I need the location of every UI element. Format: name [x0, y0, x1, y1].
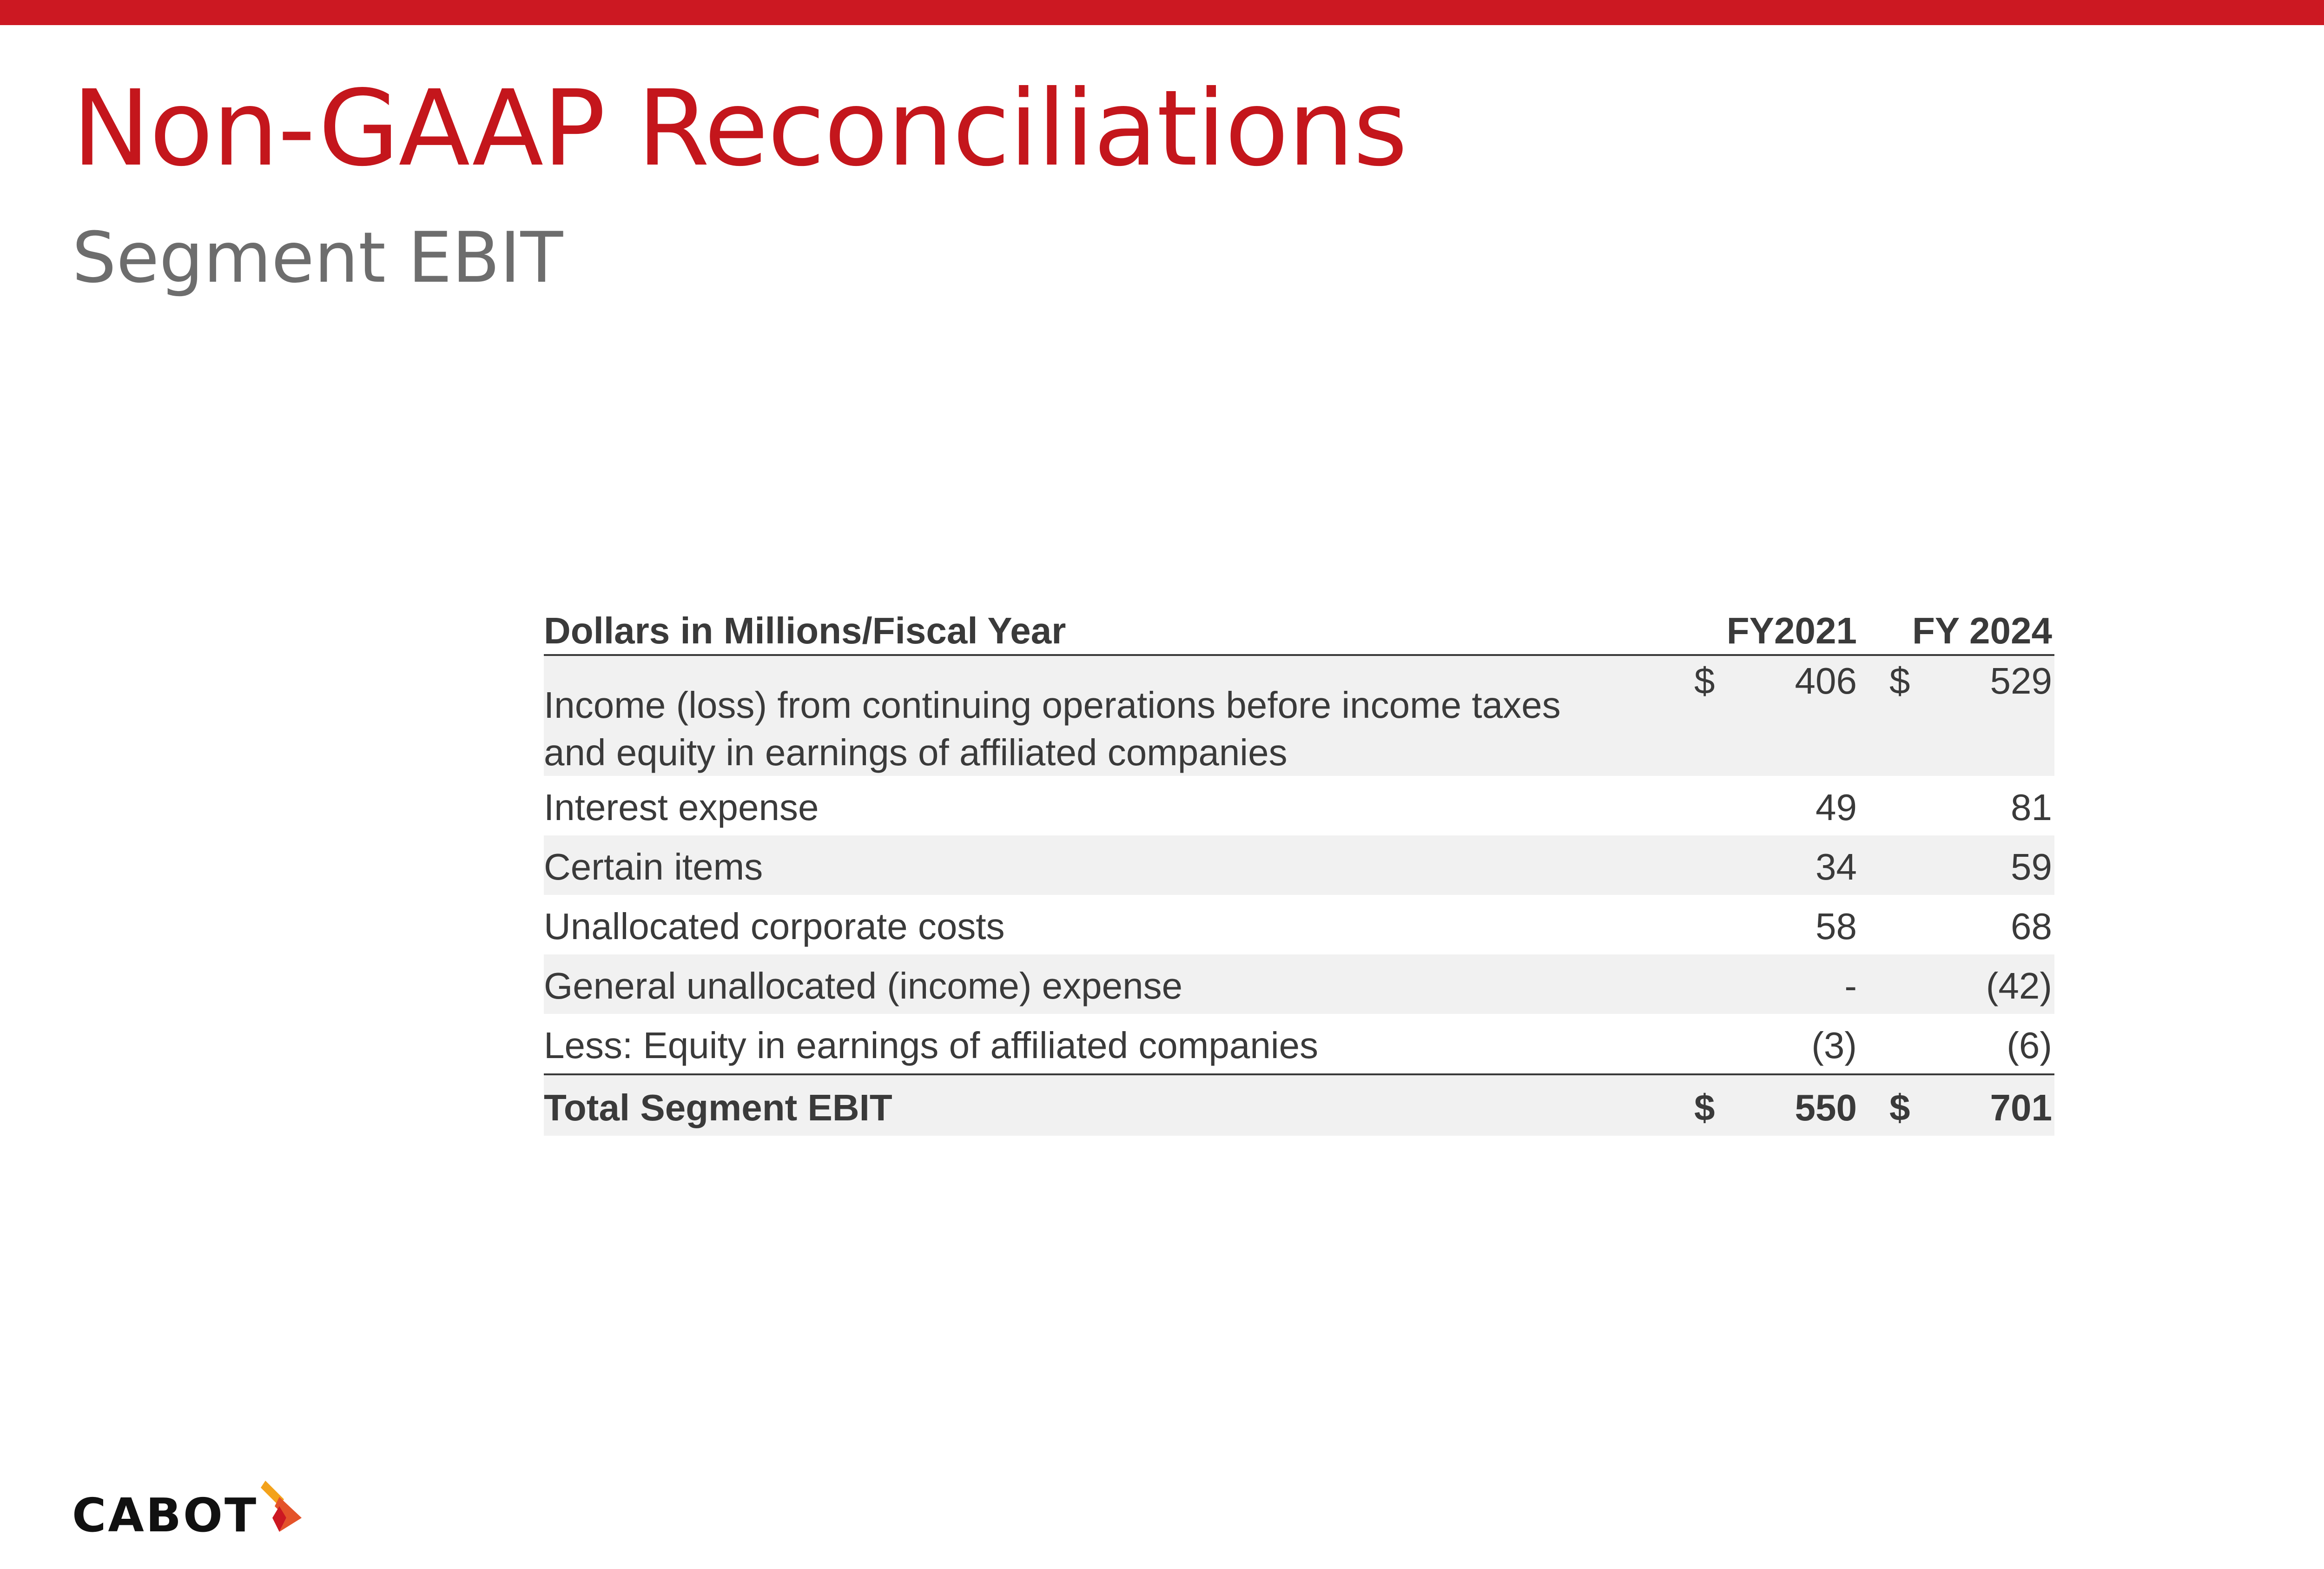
- segment-ebit-table: [544, 597, 2054, 1136]
- value-fy2024: 68: [2011, 906, 2052, 947]
- row-label: Certain items: [544, 846, 763, 887]
- row-label: General unallocated (income) expense: [544, 965, 1183, 1006]
- total-label: Total Segment EBIT: [544, 1087, 892, 1128]
- table-row: [544, 776, 2054, 835]
- header-label: Dollars in Millions/Fiscal Year: [544, 610, 1066, 651]
- value-fy2021: (3): [1811, 1025, 1857, 1066]
- row-label: [544, 682, 1561, 776]
- currency-symbol: $: [1694, 660, 1715, 702]
- value-fy2024: 59: [2011, 846, 2052, 887]
- row-label: Less: Equity in earnings of affiliated companies: [544, 1025, 1319, 1066]
- table-row: [544, 835, 2054, 895]
- currency-symbol: $: [1889, 1087, 1910, 1128]
- table-row: [544, 954, 2054, 1014]
- table-total-row: [544, 1075, 2054, 1136]
- table-row: [544, 1014, 2054, 1075]
- row-label: Unallocated corporate costs: [544, 906, 1005, 947]
- value-fy2024: (6): [2007, 1025, 2052, 1066]
- slide-subtitle: Segment EBIT: [72, 218, 563, 298]
- value-fy2021: -: [1844, 965, 1857, 1006]
- value-fy2021: 49: [1816, 787, 1857, 828]
- logo-wordmark: CABOT: [72, 1488, 258, 1543]
- row-label: Interest expense: [544, 787, 819, 828]
- value-fy2024: 81: [2011, 787, 2052, 828]
- cabot-logo: [72, 1488, 303, 1543]
- total-fy2024: 701: [1990, 1087, 2052, 1128]
- table-row: [544, 895, 2054, 954]
- header-fy2021: FY2021: [1726, 610, 1857, 651]
- currency-symbol: $: [1889, 660, 1910, 702]
- table-header-row: [544, 597, 2054, 656]
- total-fy2021: 550: [1795, 1087, 1857, 1128]
- value-fy2024: (42): [1986, 965, 2052, 1006]
- value-fy2021: 58: [1816, 906, 1857, 947]
- top-accent-bar: [0, 0, 2324, 25]
- value-fy2021: 34: [1816, 846, 1857, 887]
- value-fy2021: 406: [1795, 660, 1857, 702]
- currency-symbol: $: [1694, 1087, 1715, 1128]
- slide-title: Non-GAAP Reconciliations: [72, 68, 1407, 190]
- table-row: [544, 656, 2054, 776]
- header-fy2024: FY 2024: [1912, 610, 2052, 651]
- row-label-line1: Income (loss) from continuing operations before income taxes: [544, 684, 1561, 726]
- flame-chevron-icon: [261, 1481, 303, 1532]
- value-fy2024: 529: [1990, 660, 2052, 702]
- row-label-line2: and equity in earnings of affiliated companies: [544, 732, 1287, 773]
